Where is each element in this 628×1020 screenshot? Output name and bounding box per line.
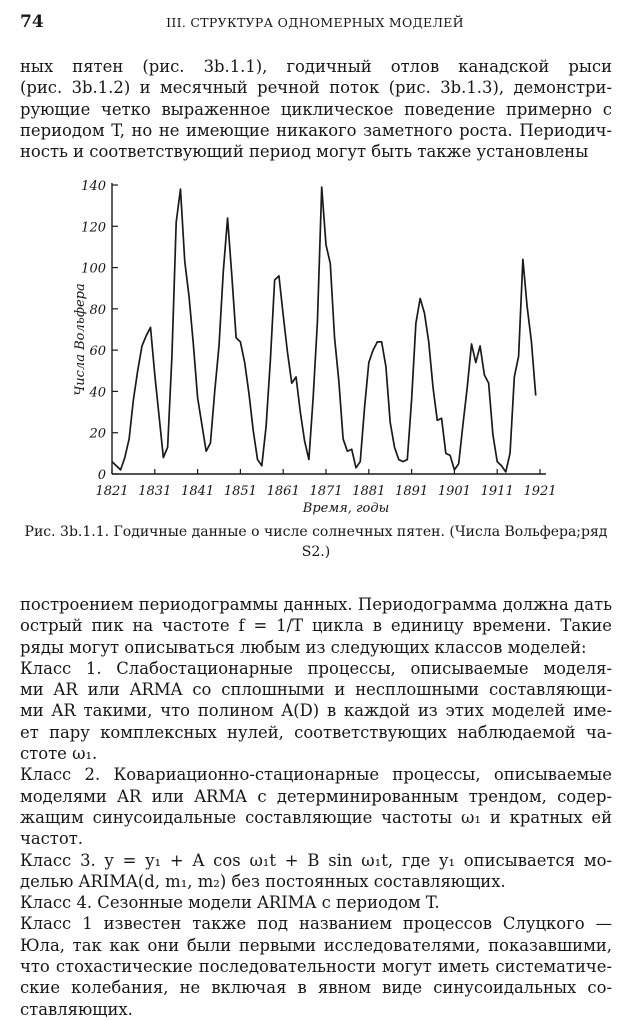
x-tick-label: 1871	[309, 484, 343, 499]
x-tick-label: 1891	[395, 484, 429, 499]
x-tick-label: 1851	[223, 484, 257, 499]
y-tick-label: 0	[97, 468, 106, 483]
x-tick-label: 1881	[352, 484, 386, 499]
y-axis-label: Числа Вольфера	[73, 283, 88, 396]
x-tick-label: 1841	[181, 484, 215, 499]
chart-ticks	[81, 179, 556, 499]
y-tick-label: 100	[81, 261, 106, 277]
series-line-wolfer-numbers	[112, 187, 536, 472]
sunspot-chart	[0, 170, 628, 520]
body-text-line: Класс 4. Сезонные модели ARIMA с периодом T.	[20, 893, 440, 913]
x-tick-label: 1901	[437, 484, 471, 499]
y-tick-label: 20	[89, 426, 106, 442]
y-tick-label: 40	[89, 385, 106, 401]
body-text-line: Юла, так как они были первыми исследователями, показавшими,	[20, 935, 612, 955]
y-tick-label: 140	[81, 179, 106, 194]
caption-line: ряд S2.)	[301, 524, 608, 560]
top-paragraph-line: рующие четко выраженное циклическое поведение примерно с	[20, 99, 612, 119]
body-text-line: моделями AR или ARMA с детерминированным трендом, содер-	[20, 786, 612, 806]
body-text-line: что стохастические последовательности могут иметь систематиче-	[20, 957, 612, 977]
body-text-line: ские колебания, не включая в явном виде синусоидальных со-	[20, 978, 612, 998]
body-text-line: ет пару комплексных нулей, соответствующих наблюдаемой ча-	[20, 722, 612, 742]
body-text-line: ми AR или ARMA со сплошными и несплошными составляющи-	[20, 680, 612, 700]
body-text-line: стоте ω₁.	[20, 744, 98, 764]
chart-axes	[112, 183, 546, 474]
caption-line: Рис. 3b.1.1. Годичные данные о числе солнечных пятен. (Числа Вольфера;	[24, 524, 582, 540]
top-paragraph-line: ность и соответствующий период могут быть также установлены	[20, 142, 589, 162]
top-paragraph	[20, 56, 612, 162]
body-text-line: ряды могут описываться любым из следующих классов моделей:	[20, 637, 587, 657]
body-text-line: Класс 1. Слабостационарные процессы, описываемые моделя-	[20, 658, 612, 678]
top-paragraph-line: ных пятен (рис. 3b.1.1), годичный отлов канадской рыси	[20, 57, 612, 76]
y-tick-label: 60	[89, 344, 106, 360]
body-text-line: жащим синусоидальные составляющие частоты ω₁ и кратных ей	[20, 807, 612, 827]
body-text-line: ми AR такими, что полином A(D) в каждой из этих моделей име-	[20, 701, 612, 721]
x-tick-label: 1821	[95, 484, 129, 499]
top-paragraph-line: периодом T, но не имеющие никакого заметного роста. Периодич-	[20, 120, 612, 140]
body-text-line: ставляющих.	[20, 999, 133, 1019]
y-tick-label: 120	[81, 220, 106, 236]
body-text-line: частот.	[20, 829, 84, 849]
page-header	[20, 12, 610, 36]
running-title: III. СТРУКТУРА ОДНОМЕРНЫХ МОДЕЛЕЙ	[166, 15, 464, 30]
x-tick-label: 1911	[480, 484, 514, 499]
body-text-line: построением периодограммы данных. Периодограмма должна дать	[20, 595, 612, 614]
x-tick-label: 1861	[266, 484, 300, 499]
figure-caption	[20, 522, 612, 562]
x-axis-label: Время, годы	[302, 501, 390, 516]
page-number: 74	[20, 12, 44, 32]
x-tick-label: 1921	[523, 484, 557, 499]
top-paragraph-line: (рис. 3b.1.2) и месячный речной поток (рис. 3b.1.3), демонстри-	[20, 78, 612, 98]
body-text-line: острый пик на частоте f = 1/T цикла в единицу времени. Такие	[20, 616, 612, 636]
body-text-line: Класс 2. Ковариационно-стационарные процессы, описываемые	[20, 765, 612, 785]
body-text-line: делью ARIMA(d, m₁, m₂) без постоянных составляющих.	[20, 871, 506, 891]
body-text	[20, 594, 612, 1020]
body-text-line: Класс 1 известен также под названием процессов Слуцкого —	[20, 914, 612, 934]
y-tick-label: 80	[89, 302, 106, 318]
x-tick-label: 1831	[138, 484, 172, 499]
body-text-line: Класс 3. y = y₁ + A cos ω₁t + B sin ω₁t, где y₁ описывается мо-	[20, 850, 612, 870]
